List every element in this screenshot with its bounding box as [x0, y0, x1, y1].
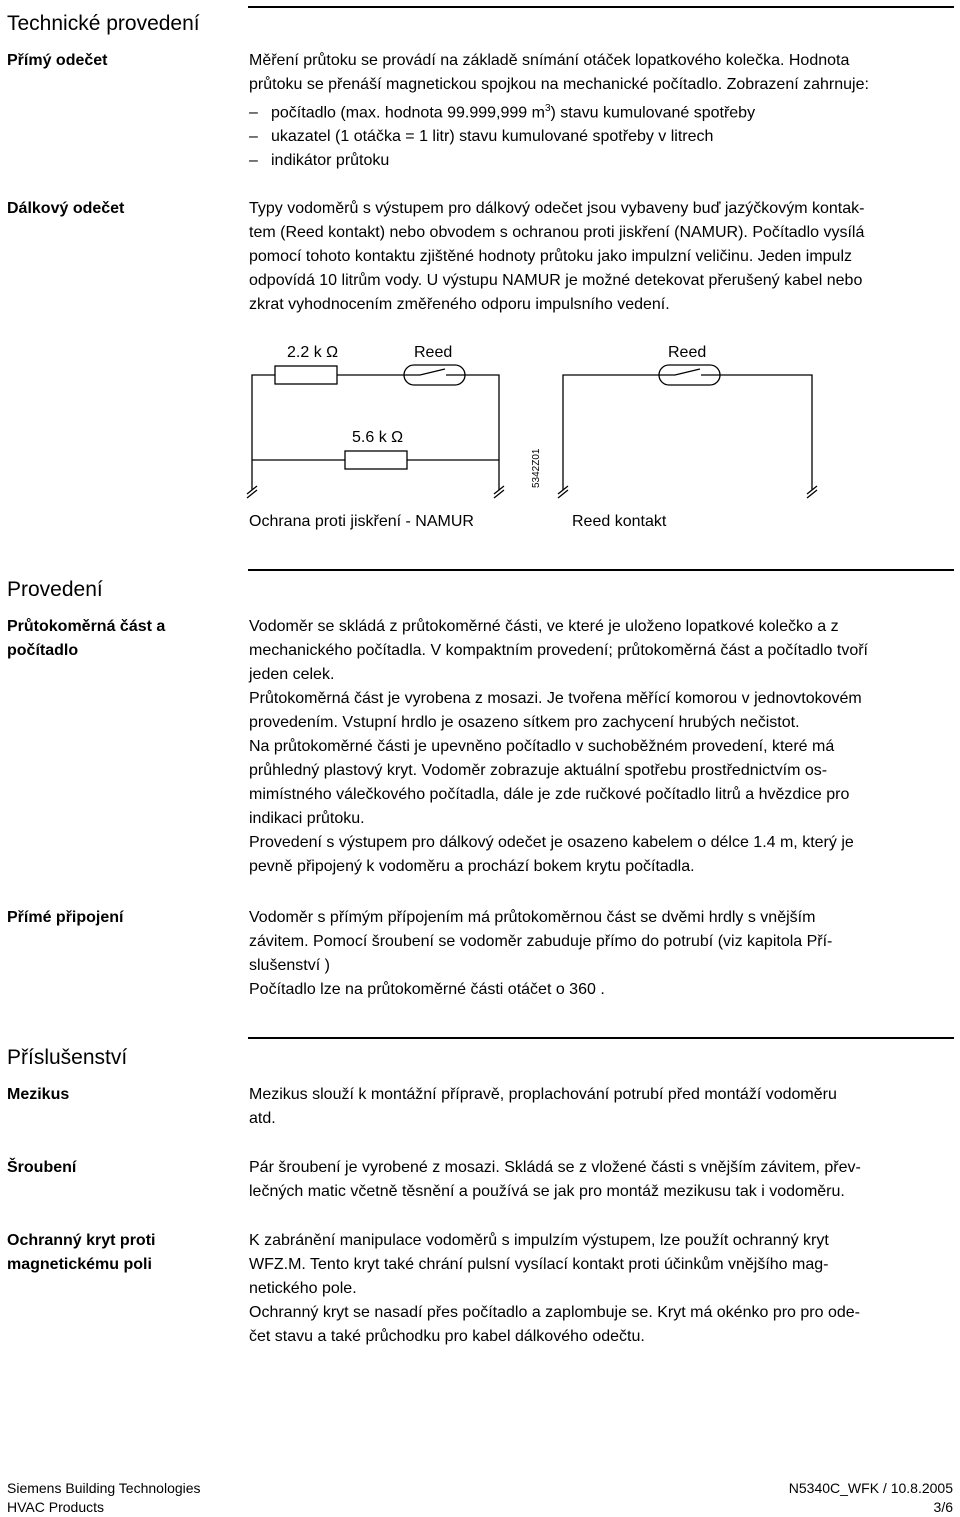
footer-division: HVAC Products: [7, 1499, 104, 1515]
circuit-diagram: [0, 330, 960, 540]
text-line: zkrat vyhodnocením změřeného odporu impulsního vedení.: [249, 296, 670, 313]
resistor-2k2: [275, 366, 337, 384]
resistor-5k6: [345, 451, 407, 469]
label-mezikus: Mezikus: [7, 1086, 70, 1103]
wire: [563, 375, 658, 490]
list-item: – indikátor průtoku: [249, 152, 390, 170]
label-line: Ochranný kryt proti: [7, 1232, 156, 1249]
reed-label-left: Reed: [414, 344, 453, 361]
text-line: jeden celek.: [249, 666, 335, 683]
mezikus-text: [249, 1083, 954, 1131]
text-line: závitem. Pomocí šroubení se vodoměr zabuduje přímo do potrubí (viz kapitola Pří-: [249, 933, 833, 950]
text-line: pevně připojený k vodoměru a prochází bokem krytu počítadla.: [249, 858, 695, 875]
text-line: Provedení s výstupem pro dálkový odečet je osazeno kabelem o délce 1.4 m, který je: [249, 834, 854, 851]
text-line: lečných matic včetně těsnění a používá se jak pro montáž mezikusu tak i vodoměru.: [249, 1183, 845, 1200]
text-line: Měření průtoku se provádí na základě snímání otáček lopatkového kolečka. Hodnota: [249, 52, 850, 69]
sroubeni-text: [249, 1156, 954, 1204]
text-line: indikaci průtoku.: [249, 810, 365, 827]
wire: [658, 369, 700, 375]
wire: [701, 375, 812, 490]
wire: [252, 375, 275, 490]
text-line: čet stavu a také průchodku pro kabel dálkového odečtu.: [249, 1328, 645, 1345]
label-line: počítadlo: [7, 642, 79, 659]
text-line: slušenství ): [249, 957, 330, 974]
direct-reading-text: [249, 49, 954, 173]
text-line: průhledný plastový kryt. Vodoměr zobrazuje aktuální spotřebu prostřednictvím os-: [249, 762, 828, 779]
section-divider: [248, 1037, 954, 1039]
text-line: pomocí tohoto kontaktu zjištěné hodnoty průtoku jako impulzní veličinu. Jeden impulz: [249, 248, 853, 265]
text-line: Ochranný kryt se nasadí přes počítadlo a zaplombuje se. Kryt má okénko pro pro ode-: [249, 1304, 860, 1321]
flow-part-text: [249, 615, 954, 879]
text-line: Mezikus slouží k montážní přípravě, proplachování potrubí před montáží vodoměru: [249, 1086, 837, 1103]
label-protective-cover: [7, 1229, 155, 1277]
list-item-text: ) stavu kumulované spotřeby: [550, 104, 756, 122]
text-line: Na průtokoměrné části je upevněno počítadlo v suchoběžném provedení, které má: [249, 738, 835, 755]
diagram-code: 5342Z01: [531, 448, 542, 488]
text-line: Vodoměr s přímým přípojením má průtokoměrnou část se dvěmi hrdly s vnějším: [249, 909, 816, 926]
caption-reed: Reed kontakt: [572, 513, 667, 530]
section-divider: [248, 569, 954, 571]
text-line: Pár šroubení je vyrobené z mosazi. Skládá se z vložené části s vnějším závitem, přev-: [249, 1159, 861, 1176]
caption-namur: Ochrana proti jiskření - NAMUR: [249, 513, 474, 530]
section-title-technical: Technické provedení: [7, 12, 200, 35]
label-sroubeni: Šroubení: [7, 1159, 77, 1176]
text-line: Průtokoměrná část je vyrobena z mosazi. Je tvořena měřící komorou v jednovtokovém: [249, 690, 862, 707]
text-line: netického pole.: [249, 1280, 357, 1297]
list-item-text: počítadlo (max. hodnota 99.999,999 m: [271, 104, 545, 122]
protective-cover-text: [249, 1229, 954, 1349]
direct-connection-text: [249, 906, 954, 1002]
text-line: Počítadlo lze na průtokoměrné části otáčet o 360 .: [249, 981, 605, 998]
section-divider: [248, 6, 954, 8]
text-line: K zabránění manipulace vodoměrů s impulzím výstupem, lze použít ochranný kryt: [249, 1232, 829, 1249]
text-line: Vodoměr se skládá z průtokoměrné části, ve které je uloženo lopatkové kolečko a z: [249, 618, 839, 635]
text-line: průtoku se přenáší magnetickou spojkou na mechanické počítadlo. Zobrazení zahrnuje:: [249, 76, 869, 93]
resistor-label-5k6: 5.6 k Ω: [352, 429, 404, 446]
label-remote-reading: Dálkový odečet: [7, 200, 125, 217]
text-line: odpovídá 10 litrům vody. U výstupu NAMUR je možné detekovat přerušený kabel nebo: [249, 272, 863, 289]
text-line: mechanického počítadla. V kompaktním provedení; průtokoměrná část a počítadlo tvoří: [249, 642, 868, 659]
text-line: mimístného válečkového počítadla, dále je zde ručkové počítadlo litrů a hvězdice pro: [249, 786, 850, 803]
wire: [446, 375, 499, 490]
list-item: – počítadlo (max. hodnota 99.999,999 $m^3$) stavu kumulované spotřeby: [249, 103, 756, 122]
text-line: Typy vodoměrů s výstupem pro dálkový odečet jsou vybaveny buď jazýčkovým kontak-: [249, 200, 865, 217]
label-line: magnetickému poli: [7, 1256, 152, 1273]
section-title-design: Provedení: [7, 578, 103, 601]
resistor-label-2k2: 2.2 k Ω: [287, 344, 339, 361]
label-direct-connection: Přímé připojení: [7, 909, 124, 926]
text-line: WFZ.M. Tento kryt také chrání pulsní vysílací kontakt proti účinkům vnějšího mag-: [249, 1256, 829, 1273]
list-item: – ukazatel (1 otáčka = 1 litr) stavu kumulované spotřeby v litrech: [249, 128, 714, 146]
list-item-text: ukazatel (1 otáčka = 1 litr) stavu kumulované spotřeby v litrech: [271, 128, 714, 146]
wire: [403, 369, 445, 375]
section-title-accessories: Příslušenství: [7, 1046, 128, 1069]
footer-doc-id: N5340C_WFK / 10.8.2005: [788, 1480, 953, 1496]
list-item-text: indikátor průtoku: [271, 152, 390, 170]
label-flow-part: [7, 615, 165, 663]
remote-reading-text: [249, 197, 954, 317]
text-line: tem (Reed kontakt) nebo obvodem s ochranou proti jiskření (NAMUR). Počítadlo vysílá: [249, 224, 865, 241]
footer-page-number: 3/6: [933, 1499, 953, 1515]
superscript: 3: [544, 103, 551, 114]
text-line: provedením. Vstupní hrdlo je osazeno sítkem pro zachycení hrubých nečistot.: [249, 714, 800, 731]
footer-company: Siemens Building Technologies: [7, 1480, 201, 1496]
label-line: Průtokoměrná část a: [7, 618, 166, 635]
reed-label-right: Reed: [668, 344, 707, 361]
label-direct-reading: Přímý odečet: [7, 52, 108, 69]
text-line: atd.: [249, 1110, 276, 1127]
